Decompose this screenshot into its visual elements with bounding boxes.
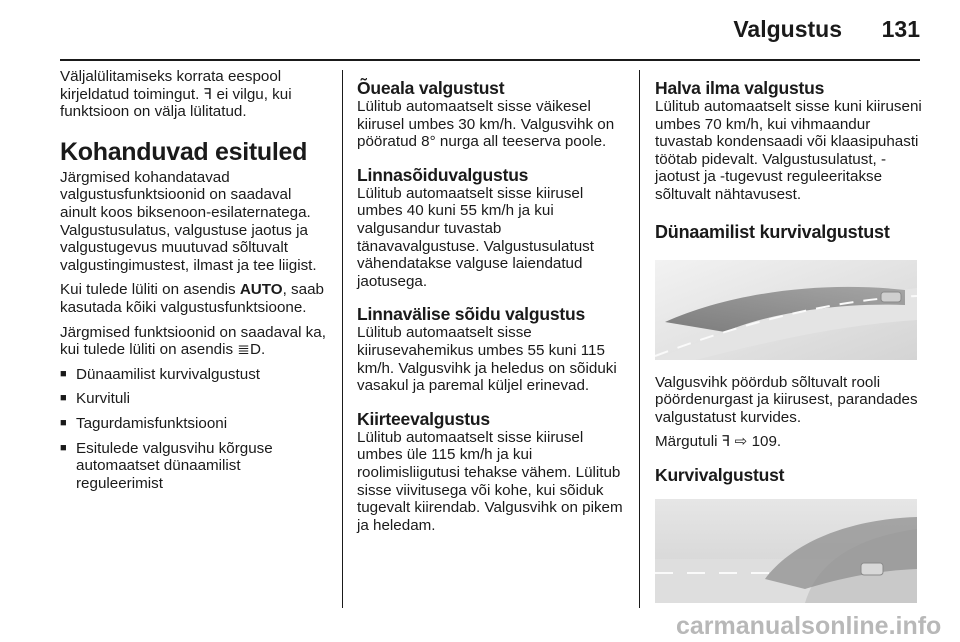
functions-list <box>60 366 328 493</box>
column-2 <box>357 68 625 541</box>
column-1 <box>60 68 328 499</box>
heading-country-light: Linnasõiduvalgustus <box>357 164 529 185</box>
section-title: Valgustus <box>733 16 842 42</box>
curve-road-graphic <box>655 260 917 360</box>
column-divider-2 <box>639 70 640 608</box>
column-3 <box>655 68 923 617</box>
header-rule <box>60 59 920 61</box>
list-item: ■ Dünaamilist kurvivalgustust <box>60 366 328 384</box>
paragraph-outside-town-light: Lülitub automaatselt sisse kiirusevahemikus umbes 55 kuni 115 km/h. Valgusvihk ja heledus on sõiduki vasakul ja paremal küljel erinevad. <box>357 324 617 395</box>
watermark: carmanualsonline.info <box>676 612 942 640</box>
page-number: 131 <box>881 16 920 42</box>
list-item: ■ Kurvituli <box>60 390 328 408</box>
dynamic-curve-illustration <box>655 260 917 360</box>
heading-outside-town-light: Linnavälise sõidu valgustus <box>357 304 585 325</box>
list-item: ■ Esitulede valgusvihu kõrguse automaatset dünaamilist reguleerimist <box>60 440 328 493</box>
column-divider-1 <box>342 70 343 608</box>
page-header <box>0 0 960 58</box>
heading-cornering-light: Kurvivalgustust <box>655 464 785 485</box>
heading-adaptive-headlights: Kohanduvad esituled <box>60 137 308 166</box>
heading-bad-weather-light: Halva ilma valgustus <box>655 78 825 98</box>
paragraph-country-light: Lülitub automaatselt sisse kiirusel umbes 40 kuni 55 km/h ja kui valgusandur tuvastab tänavavalgustuse. Valgustusulatust vähendatakse valguse laiendatud jaotusega. <box>357 184 594 290</box>
paragraph-dynamic-curve-light: Valgusvihk pöördub sõltuvalt rooli pöördenurgast ja kiirusest, parandades valgustatust kurvides. <box>655 373 918 426</box>
paragraph-bad-weather-light: Lülitub automaatselt sisse kuni kiiruseni umbes 70 km/h, kui vihmaandur tuvastab kondensaadi või klaasipuhasti töötab pidevalt. Valgustusulatust, -jaotust ja -tugevust reguleeritakse sõltuvalt nähtavusest. <box>655 98 922 203</box>
intro-paragraph: Väljalülitamiseks korrata eespool kirjeldatud toimingut. ꟻ ei vilgu, kui funktsioon on välja lülitatud. <box>60 68 292 121</box>
paragraph-auto-switch: Kui tulede lüliti on asendis AUTO, saab kasutada kõiki valgustusfunktsioone. <box>60 281 324 316</box>
paragraph-functions-available: Järgmised funktsioonid on saadaval ka, kui tulede lüliti on asendis ≣D. <box>60 323 326 359</box>
paragraph-motorway-light: Lülitub automaatselt sisse kiirusel umbes üle 115 km/h ja kui roolimisliigutusi tehakse vähem. Lülitub sisse viivitusega või kohe, kui sõiduk tugevalt kiirendab. Valgusvihk on pikem ja heledam. <box>357 428 623 534</box>
heading-dynamic-curve-light: Dünaamilist kurvivalgustust <box>655 221 890 242</box>
paragraph-town-light: Lülitub automaatselt sisse väikesel kiirusel umbes 30 km/h. Valgusvihk on pööratud 8° nurga all teeserva poole. <box>357 98 615 151</box>
cornering-light-illustration <box>655 499 917 603</box>
cornering-road-graphic <box>655 499 917 603</box>
paragraph-adaptive-intro: Järgmised kohandatavad valgustusfunktsioonid on saadaval ainult koos biksenoon-esilaternatega. Valgustusulatus, valgustuse jaotus ja valgustugevus muutuvad sõltuvalt valgustingimustest, ilmast ja tee liigist. <box>60 168 317 274</box>
heading-town-light: Õueala valgustust <box>357 78 505 98</box>
list-item: ■ Tagurdamisfunktsiooni <box>60 415 328 433</box>
heading-motorway-light: Kiirteevalgustus <box>357 408 490 429</box>
auto-label: AUTO <box>239 281 283 299</box>
paragraph-indicator-reference: Märgutuli ꟻ ⇨ 109. <box>655 433 782 451</box>
